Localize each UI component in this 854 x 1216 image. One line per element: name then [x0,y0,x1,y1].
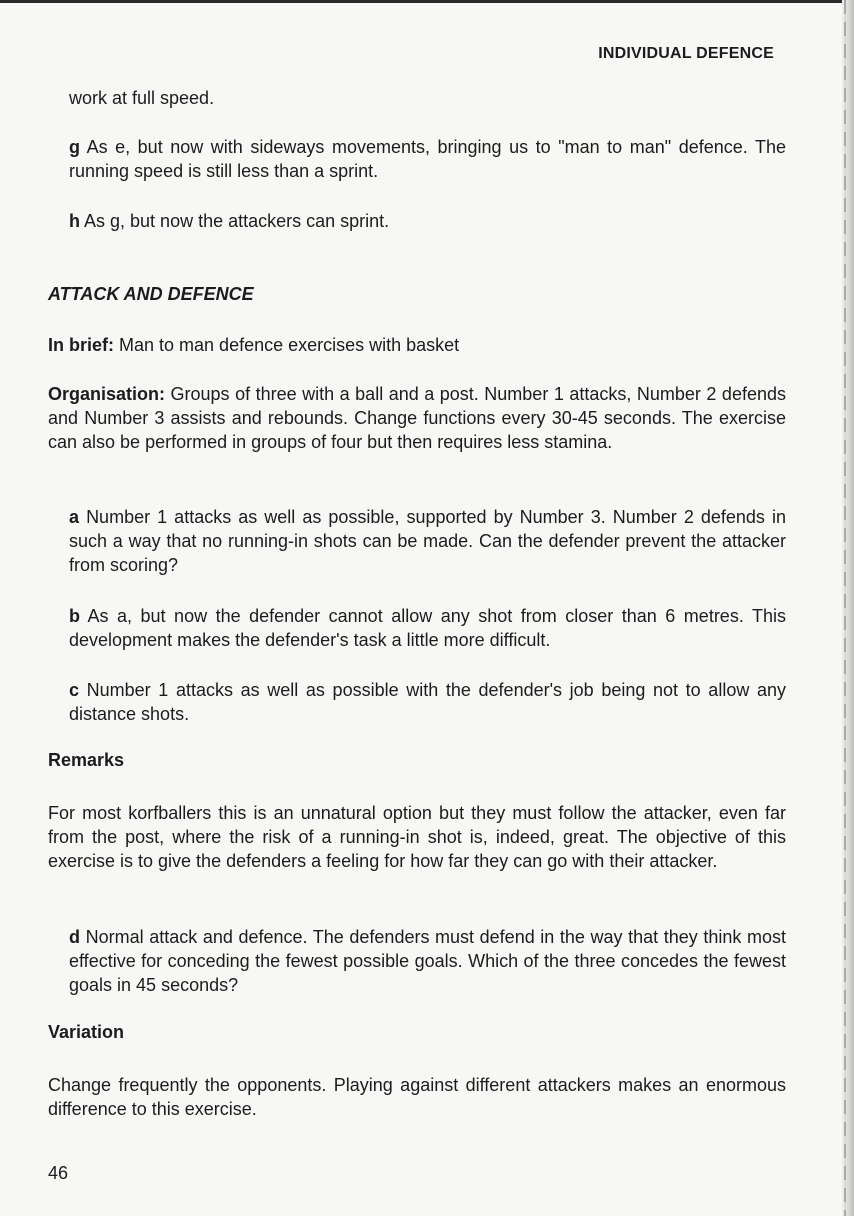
item-text: Number 1 attacks as well as possible with the defender's job being not to allow any distance shots. [69,680,786,724]
item-text: As g, but now the attackers can sprint. [84,211,390,231]
in-brief-text: Man to man defence exercises with basket [119,335,460,355]
exercise-item-g [69,135,786,183]
item-text: As e, but now with sideways movements, bringing us to "man to man" defence. The running speed is still less than a sprint. [69,137,786,181]
organisation [48,382,786,454]
in-brief [48,333,786,357]
item-letter: a [69,507,80,527]
item-letter: b [69,606,80,626]
item-letter: d [69,927,80,947]
exercise-item-b [69,604,786,652]
item-letter: g [69,137,80,157]
item-text: Normal attack and defence. The defenders must defend in the way that they think most effective for conceding the fewest possible goals. Which of the three concedes the fewest goals in 45 seconds? [69,927,786,995]
remarks-text: For most korfballers this is an unnatural option but they must follow the attacker, even far from the post, where the risk of a running-in shot is, indeed, great. The objective of this exercise is to give the defenders a feeling for how far they can go with their attacker. [48,803,786,871]
continuation-text: work at full speed. [69,88,215,108]
in-brief-label: In brief: [48,335,114,355]
page-spine-edge [844,0,846,1216]
exercise-item-d [69,925,786,997]
variation-text: Change frequently the opponents. Playing against different attackers makes an enormous difference to this exercise. [48,1075,786,1119]
organisation-text: Groups of three with a ball and a post. Number 1 attacks, Number 2 defends and Number 3 assists and rebounds. Change functions every 30-45 seconds. The exercise can also be performed in groups of four but then requires less stamina. [48,384,786,452]
remarks-heading: Remarks [48,750,125,770]
exercise-item-h [69,209,786,233]
item-text: As a, but now the defender cannot allow any shot from closer than 6 metres. This development makes the defender's task a little more difficult. [69,606,786,650]
page-number: 46 [48,1163,69,1183]
section-title: ATTACK AND DEFENCE [48,284,254,304]
organisation-label: Organisation: [48,384,166,404]
item-letter: c [69,680,80,700]
running-head: INDIVIDUAL DEFENCE [598,45,774,62]
variation-heading: Variation [48,1022,125,1042]
item-text: Number 1 attacks as well as possible, supported by Number 3. Number 2 defends in such a way that no running-in shots can be made. Can the defender prevent the attacker from scoring? [69,507,786,575]
item-letter: h [69,211,80,231]
exercise-item-c [69,678,786,726]
exercise-item-a [69,505,786,577]
